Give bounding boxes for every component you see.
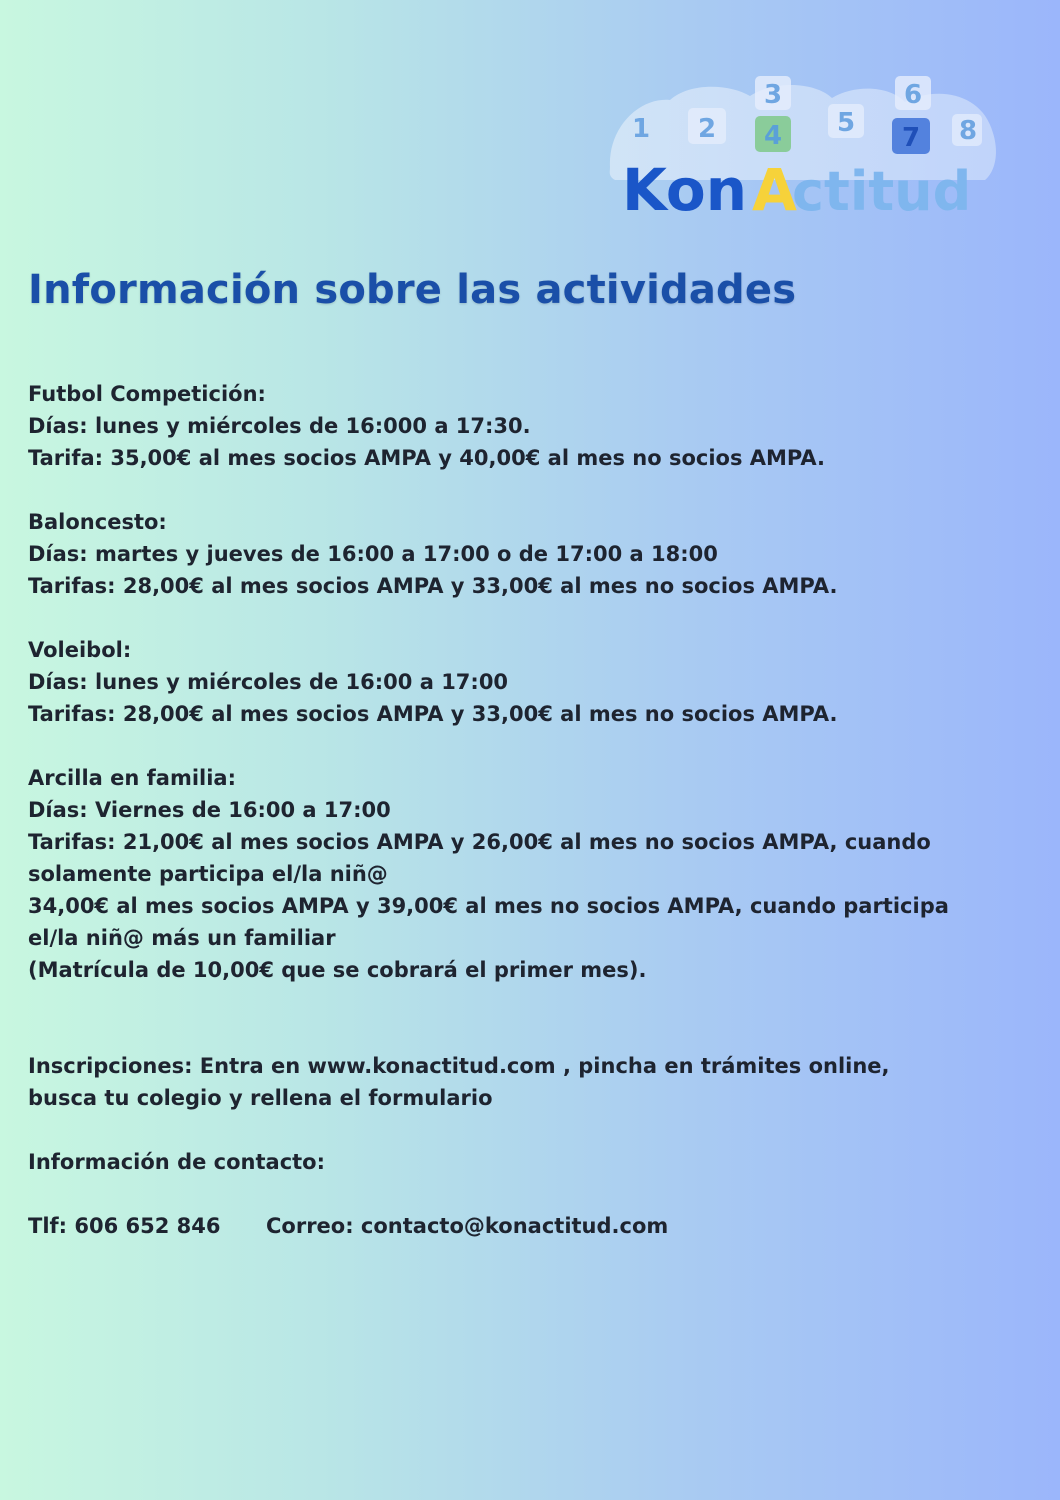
activity-schedule: Días: martes y jueves de 16:00 a 17:00 o de 17:00 a 18:00 (28, 542, 718, 566)
contact-row (28, 1210, 928, 1242)
activity-voleibol (28, 634, 928, 730)
activity-fee-family-note: el/la niñ@ más un familiar (28, 926, 336, 950)
logo-number-1: 1 (631, 114, 651, 144)
activity-fee: Tarifas: 21,00€ al mes socios AMPA y 26,00€ al mes no socios AMPA, cuando (28, 830, 931, 854)
logo-number-7: 7 (901, 123, 921, 153)
activity-fee: Tarifas: 28,00€ al mes socios AMPA y 33,00€ al mes no socios AMPA. (28, 574, 838, 598)
activity-schedule: Días: lunes y miércoles de 16:00 a 17:00 (28, 670, 509, 694)
contact-email: Correo: contacto@konactitud.com (266, 1214, 669, 1238)
activity-name: Futbol Competición: (28, 382, 266, 406)
registration-info (28, 1050, 928, 1114)
enrollment-fee-note: (Matrícula de 10,00€ que se cobrará el primer mes). (28, 958, 647, 982)
activity-name: Arcilla en familia: (28, 766, 236, 790)
konactitud-logo (600, 72, 1000, 222)
logo-number-5: 5 (836, 108, 856, 138)
activity-schedule: Días: Viernes de 16:00 a 17:00 (28, 798, 391, 822)
activity-arcilla (28, 762, 949, 986)
registration-line-1: Inscripciones: Entra en www.konactitud.com , pincha en trámites online, (28, 1054, 890, 1078)
logo-number-6: 6 (903, 80, 923, 110)
logo-wordmark-kon: Kon (622, 156, 748, 222)
activities-content (28, 378, 949, 1242)
logo-number-8: 8 (958, 116, 978, 146)
activity-fee: Tarifas: 28,00€ al mes socios AMPA y 33,00€ al mes no socios AMPA. (28, 702, 838, 726)
logo-graphic (600, 72, 1000, 222)
logo-wordmark-a: A (752, 156, 797, 222)
logo-number-4: 4 (763, 121, 783, 151)
activity-name: Baloncesto: (28, 510, 167, 534)
activity-fee-note: solamente participa el/la niñ@ (28, 862, 388, 886)
logo-wordmark-ctitud: ctitud (792, 160, 972, 222)
registration-line-2: busca tu colegio y rellena el formulario (28, 1086, 493, 1110)
activity-schedule: Días: lunes y miércoles de 16:000 a 17:30. (28, 414, 531, 438)
activity-futbol (28, 378, 928, 474)
activity-fee: Tarifa: 35,00€ al mes socios AMPA y 40,00€ al mes no socios AMPA. (28, 446, 826, 470)
logo-number-3: 3 (763, 80, 783, 110)
page-title: Información sobre las actividades (28, 267, 797, 313)
contact-phone: Tlf: 606 652 846 (28, 1214, 221, 1238)
logo-number-2: 2 (697, 114, 717, 144)
activity-baloncesto (28, 506, 928, 602)
contact-heading: Información de contacto: (28, 1150, 326, 1174)
activity-name: Voleibol: (28, 638, 132, 662)
activity-fee-family: 34,00€ al mes socios AMPA y 39,00€ al mes no socios AMPA, cuando participa (28, 894, 949, 918)
